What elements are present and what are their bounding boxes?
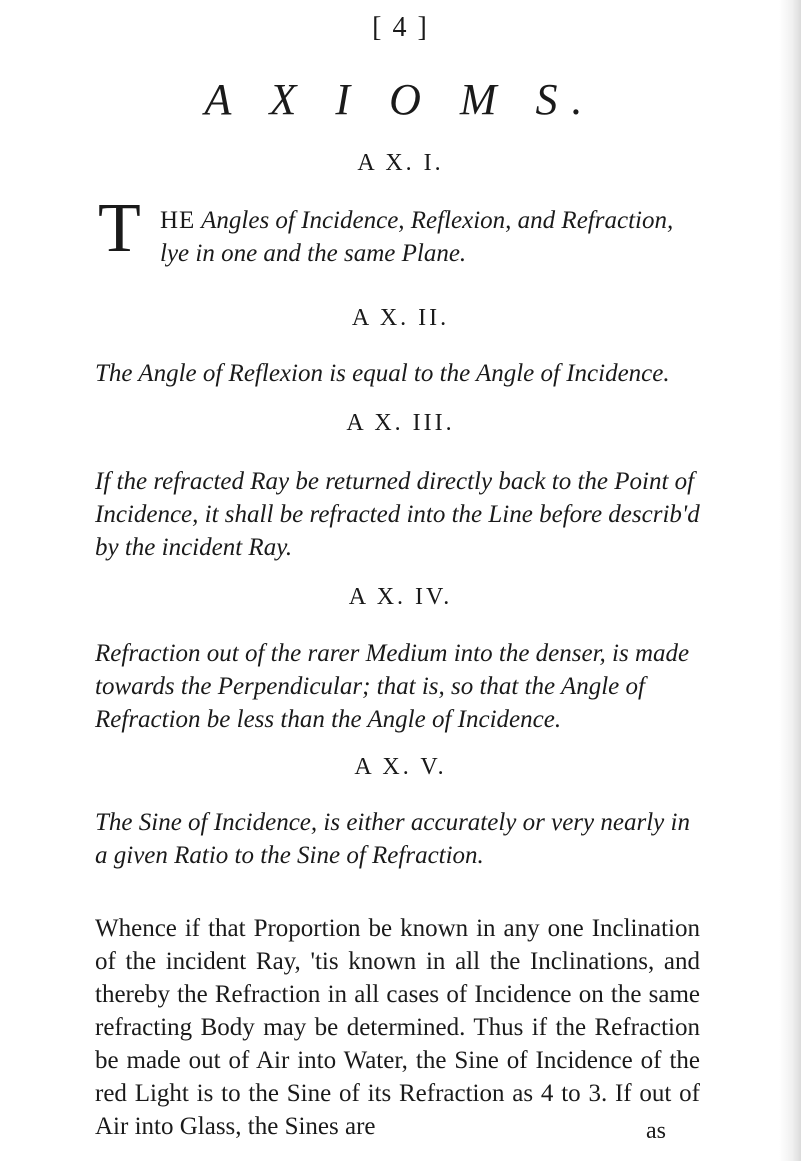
body-paragraph: Whence if that Proportion be known in any one Inclination of the incident Ray, 'tis known in all the Inclinations, and thereby the Refraction in all cases of Incidence on the same refracting Body may be determined. Thus if the Refraction be made out of Air into Water, the Sine of Incidence of the red Light is to the Sine of its Refraction as 4 to 3. If out of Air into Glass, the Sines are [95, 915, 700, 1140]
axiom-2-text: The Angle of Reflexion is equal to the Angle of Incidence. [95, 360, 670, 387]
axiom-5-text: The Sine of Incidence, is either accurately or very nearly in a given Ratio to the Sine of Refraction. [95, 809, 690, 869]
axiom-1-body: Angles of Incidence, Reflexion, and Refraction, lye in one and the same Plane. [160, 207, 674, 267]
axiom-3-text: If the refracted Ray be returned directly back to the Point of Incidence, it shall be refracted into the Line before describ'd by the incident Ray. [95, 468, 700, 561]
axiom-3-label: A X. III. [346, 410, 455, 436]
axiom-5-label: A X. V. [354, 754, 447, 780]
scan-edge-shadow [779, 0, 801, 1161]
axiom-1-label: A X. I. [357, 150, 444, 176]
page-number: [ 4 ] [372, 12, 429, 43]
axiom-1-text [160, 204, 705, 270]
axiom-2-label: A X. II. [351, 305, 450, 331]
section-title: A X I O M S. [204, 75, 597, 124]
catchword: as [646, 1118, 666, 1144]
axiom-1-dropcap: T [98, 190, 141, 267]
axiom-4-text: Refraction out of the rarer Medium into the denser, is made towards the Perpendicular; that is, so that the Angle of Refraction be less than the Angle of Incidence. [95, 640, 690, 733]
axiom-1-caps: HE [160, 207, 196, 234]
axiom-4-label: A X. IV. [348, 584, 453, 610]
